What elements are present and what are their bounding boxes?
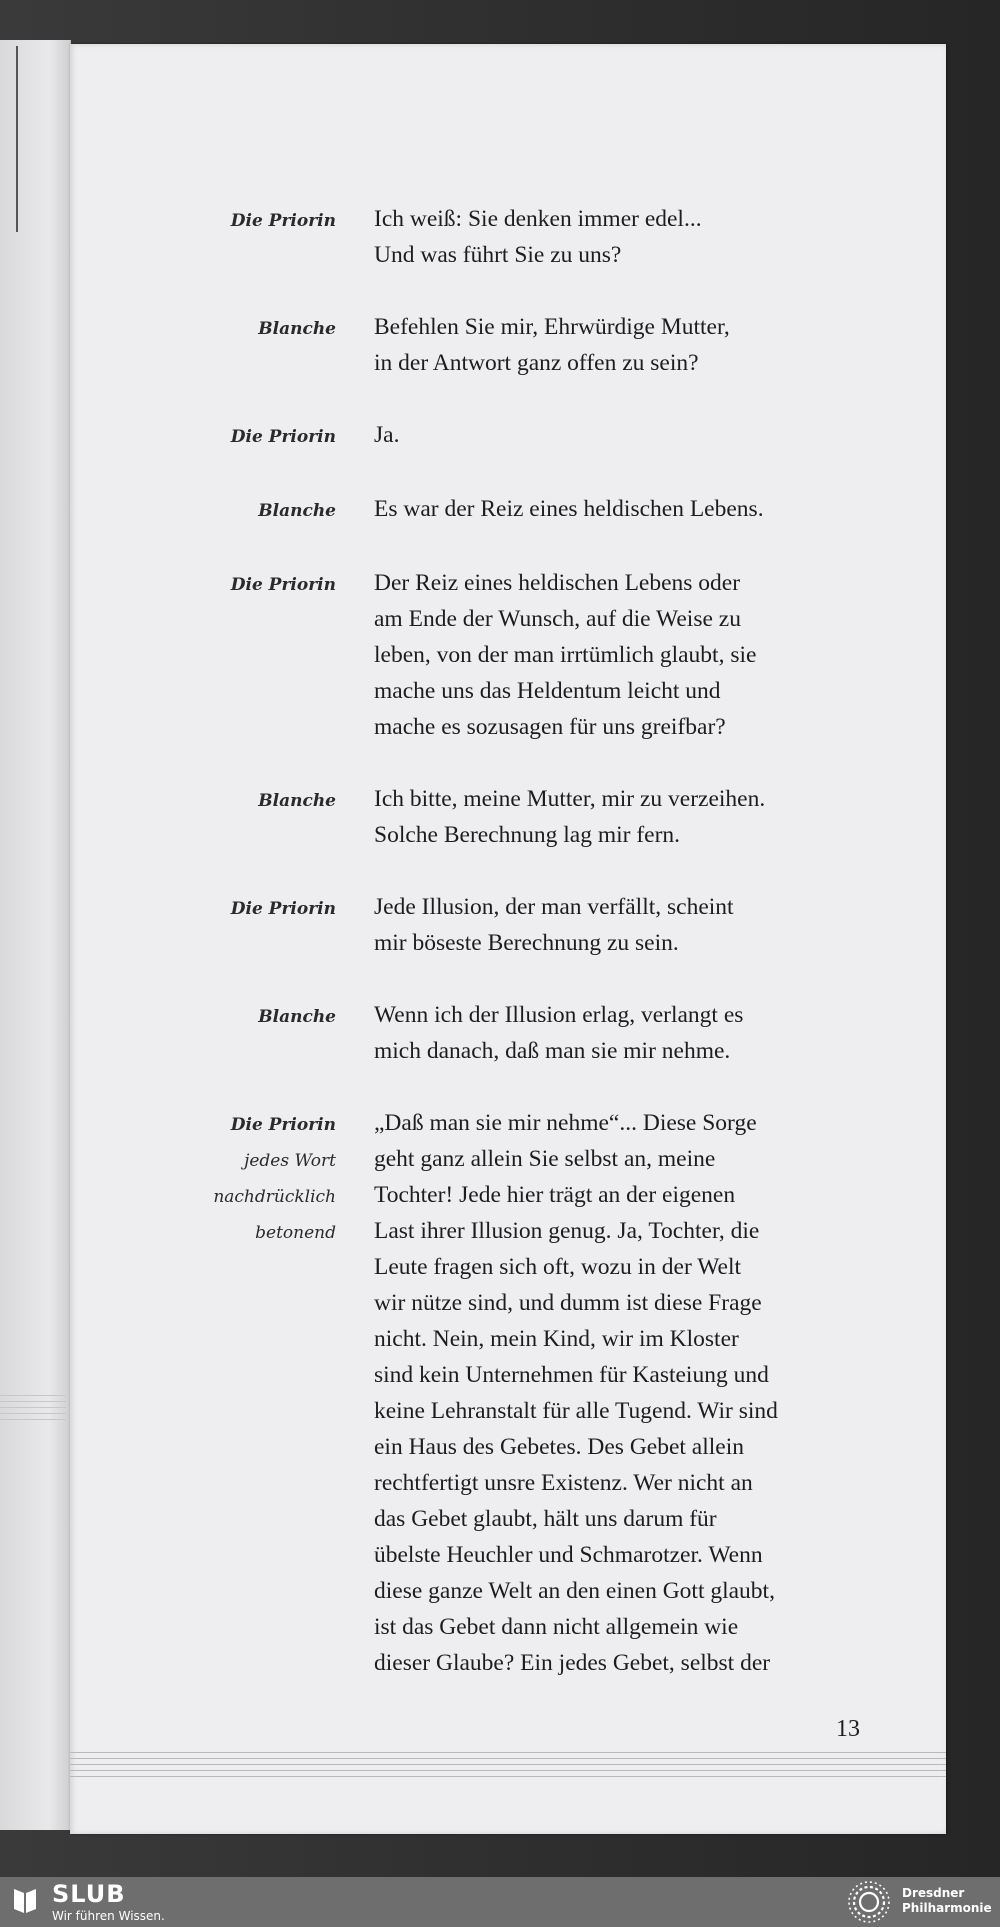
slub-logo-icon[interactable] [12, 1885, 40, 1915]
speech-line: Jede Illusion, der man verfällt, scheint [374, 894, 734, 920]
page-number: 13 [836, 1716, 860, 1742]
philharmonie-name-line1: Dresdner [902, 1886, 965, 1900]
speech-line: Solche Berechnung lag mir fern. [374, 822, 681, 848]
speech-line: Ja. [374, 422, 400, 448]
book-page [70, 44, 946, 1834]
speaker-name: Die Priorin [230, 211, 336, 231]
speech-text [374, 997, 874, 1069]
stage-direction: jedes Wort [244, 1151, 336, 1171]
speech-line: ist das Gebet dann nicht allgemein wie [374, 1614, 739, 1640]
slub-tagline: Wir führen Wissen. [52, 1909, 165, 1923]
speech-line: in der Antwort ganz offen zu sein? [374, 350, 699, 376]
facing-page-mark [16, 46, 18, 232]
speaker-name: Die Priorin [230, 575, 336, 595]
speaker-name: Blanche [258, 319, 336, 339]
speaker-column [70, 309, 336, 381]
speech-line: „Daß man sie mir nehme“... Diese Sorge [374, 1110, 757, 1136]
dialogue-entry [70, 565, 946, 745]
facing-page-edge [0, 40, 71, 1830]
speaker-name: Blanche [258, 791, 336, 811]
speech-line: rechtfertigt unsre Existenz. Wer nicht an [374, 1470, 753, 1496]
stage-direction: nachdrücklich [213, 1187, 336, 1207]
speech-line: ein Haus des Gebetes. Des Gebet allein [374, 1434, 744, 1460]
philharmonie-logo-icon[interactable] [842, 1881, 896, 1923]
speaker-name: Blanche [258, 501, 336, 521]
speech-line: leben, von der man irrtümlich glaubt, sie [374, 642, 757, 668]
speech-line: Tochter! Jede hier trägt an der eigenen [374, 1182, 736, 1208]
speaker-name: Blanche [258, 1007, 336, 1027]
speech-line: das Gebet glaubt, hält uns darum für [374, 1506, 717, 1532]
speaker-column [70, 997, 336, 1069]
slub-name[interactable]: SLUB [52, 1880, 126, 1908]
speech-line: Befehlen Sie mir, Ehrwürdige Mutter, [374, 314, 730, 340]
speech-line: Ich bitte, meine Mutter, mir zu verzeihen. [374, 786, 766, 812]
speech-line: mich danach, daß man sie mir nehme. [374, 1038, 731, 1064]
speech-line: am Ende der Wunsch, auf die Weise zu [374, 606, 741, 632]
speech-line: übelste Heuchler und Schmarotzer. Wenn [374, 1542, 763, 1568]
speech-text [374, 1105, 874, 1681]
speech-text [374, 889, 874, 961]
speech-line: mache es sozusagen für uns greifbar? [374, 714, 726, 740]
speech-text [374, 781, 874, 853]
dialogue-entry [70, 491, 946, 529]
speech-line: dieser Glaube? Ein jedes Gebet, selbst der [374, 1650, 771, 1676]
philharmonie-name[interactable] [902, 1886, 998, 1916]
speaker-column [70, 417, 336, 455]
speech-line: Wenn ich der Illusion erlag, verlangt es [374, 1002, 744, 1028]
dialogue-entry [70, 201, 946, 273]
dialogue-entry [70, 997, 946, 1069]
speech-text [374, 491, 874, 529]
speech-line: Es war der Reiz eines heldischen Lebens. [374, 496, 764, 522]
speech-text [374, 201, 874, 273]
dialogue-entry [70, 889, 946, 961]
speaker-column [70, 491, 336, 529]
speech-line: Und was führt Sie zu uns? [374, 242, 622, 268]
speech-line: Der Reiz eines heldischen Lebens oder [374, 570, 741, 596]
speaker-column [70, 889, 336, 961]
footer-bar [0, 1877, 1000, 1927]
dialogue-entry [70, 781, 946, 853]
philharmonie-name-line2: Philharmonie [902, 1901, 992, 1915]
speech-line: mir böseste Berechnung zu sein. [374, 930, 679, 956]
speech-line: keine Lehranstalt für alle Tugend. Wir sind [374, 1398, 778, 1424]
speech-text [374, 565, 874, 745]
speech-line: sind kein Unternehmen für Kasteiung und [374, 1362, 769, 1388]
speech-line: nicht. Nein, mein Kind, wir im Kloster [374, 1326, 739, 1352]
speech-line: geht ganz allein Sie selbst an, meine [374, 1146, 716, 1172]
speaker-name: Die Priorin [230, 427, 336, 447]
speech-line: Ich weiß: Sie denken immer edel... [374, 206, 702, 232]
speech-line: mache uns das Heldentum leicht und [374, 678, 721, 704]
dialogue-entry [70, 1105, 946, 1681]
stage-direction: betonend [255, 1223, 336, 1243]
speaker-column [70, 1105, 336, 1681]
speaker-column [70, 781, 336, 853]
dialogue-entry [70, 417, 946, 455]
speech-line: diese ganze Welt an den einen Gott glaubt, [374, 1578, 775, 1604]
dialogue-text [70, 201, 946, 1717]
dialogue-entry [70, 309, 946, 381]
speaker-column [70, 565, 336, 745]
speech-text [374, 309, 874, 381]
speaker-column [70, 201, 336, 273]
speaker-name: Die Priorin [230, 1115, 336, 1135]
speech-text [374, 417, 874, 455]
speaker-name: Die Priorin [230, 899, 336, 919]
speech-line: wir nütze sind, und dumm ist diese Frage [374, 1290, 762, 1316]
speech-line: Last ihrer Illusion genug. Ja, Tochter, die [374, 1218, 760, 1244]
speech-line: Leute fragen sich oft, wozu in der Welt [374, 1254, 742, 1280]
